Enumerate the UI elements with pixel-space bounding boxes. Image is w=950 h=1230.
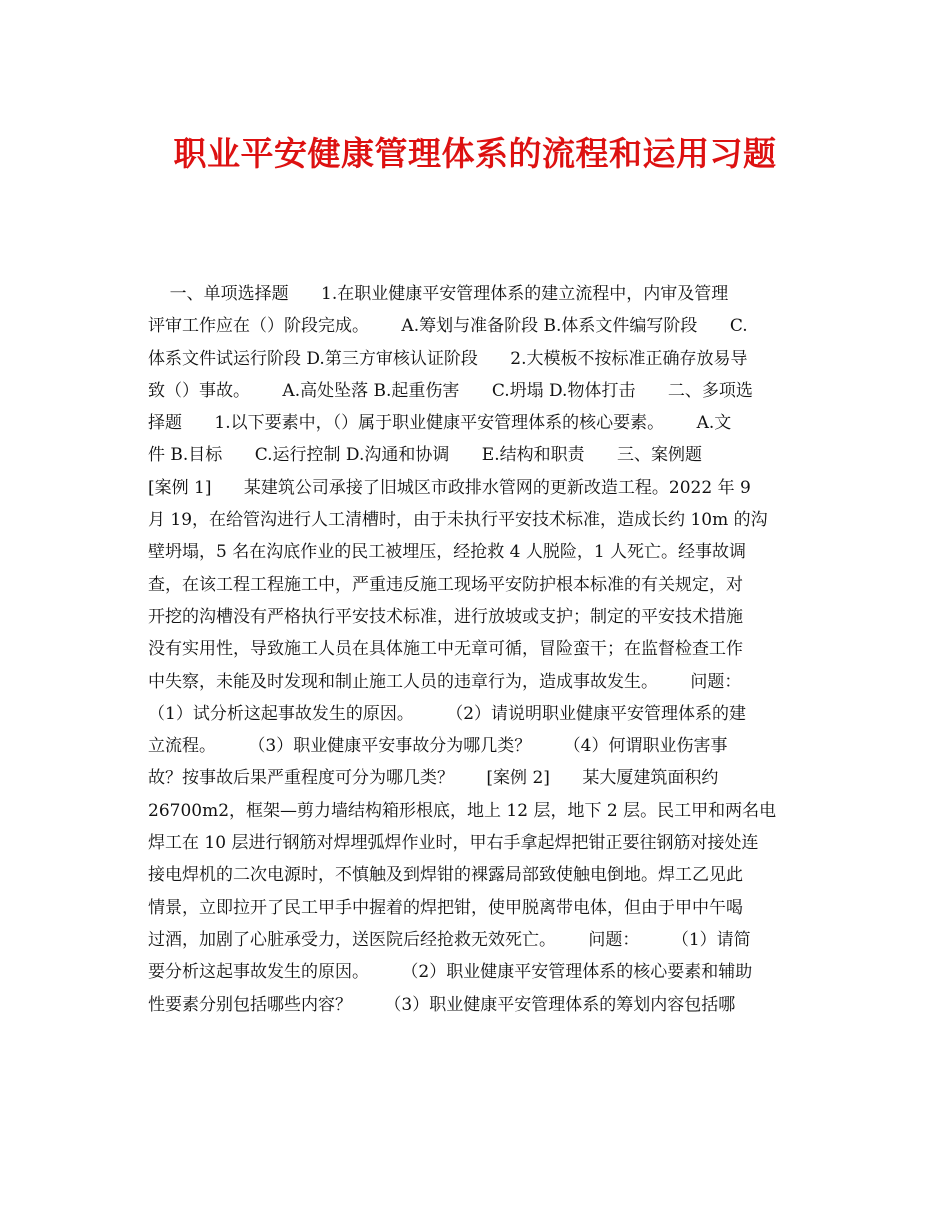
text-line: 性要素分别包括哪些内容？ （3）职业健康平安管理体系的筹划内容包括哪 <box>148 994 736 1015</box>
text-line: 焊工在 10 层进行钢筋对焊埋弧焊作业时，甲右手拿起焊把钳正要往钢筋对接处连 <box>148 833 759 854</box>
text-line: 月 19，在给管沟进行人工清槽时，由于未执行平安技术标准，造成长约 10m 的沟 <box>148 510 768 531</box>
text-line: 情景，立即拉开了民工甲手中握着的焊把钳，使甲脱离带电体，但由于甲中午喝 <box>148 897 743 918</box>
text-line: 件 B.目标 C.运行控制 D.沟通和协调 E.结构和职责 三、案例题 <box>148 445 703 466</box>
text-line: 过酒，加剧了心脏承受力，送医院后经抢救无效死亡。 问题： （1）请简 <box>148 929 751 950</box>
text-line: 体系文件试运行阶段 D.第三方审核认证阶段 2.大模板不按标准正确存放易导 <box>148 348 748 369</box>
page-title: 职业平安健康管理体系的流程和运用习题 <box>173 134 777 173</box>
text-line: 接电焊机的二次电源时，不慎触及到焊钳的裸露局部致使触电倒地。焊工乙见此 <box>148 865 743 886</box>
text-line: 一、单项选择题 1.在职业健康平安管理体系的建立流程中，内审及管理 <box>148 284 729 304</box>
text-line: 致（）事故。 A.高处坠落 B.起重伤害 C.坍塌 D.物体打击 二、多项选 <box>148 380 753 401</box>
text-line: 立流程。 （3）职业健康平安事故分为哪几类？ （4）何谓职业伤害事 <box>148 736 728 757</box>
text-line: 故？按事故后果严重程度可分为哪几类？ [案例 2] 某大厦建筑面积约 <box>148 768 719 789</box>
text-line: 壁坍塌，5 名在沟底作业的民工被埋压，经抢救 4 人脱险，1 人死亡。经事故调 <box>148 542 747 563</box>
text-line: 评审工作应在（）阶段完成。 A.筹划与准备阶段 B.体系文件编写阶段 C. <box>148 316 748 337</box>
text-line: 择题 1.以下要素中，（）属于职业健康平安管理体系的核心要素。 A.文 <box>148 413 732 434</box>
text-line: 26700m2，框架—剪力墙结构箱形根底，地上 12 层，地下 2 层。民工甲和两名电 <box>148 800 777 821</box>
body-text <box>148 278 813 1021</box>
text-line: 要分析这起事故发生的原因。 （2）职业健康平安管理体系的核心要素和辅助 <box>148 962 753 983</box>
text-line: 查，在该工程工程施工中，严重违反施工现场平安防护根本标准的有关规定，对 <box>148 574 743 595</box>
text-line: [案例 1] 某建筑公司承接了旧城区市政排水管网的更新改造工程。2022 年 9 <box>148 477 751 498</box>
text-line: 中失察，未能及时发现和制止施工人员的违章行为，造成事故发生。 问题： <box>148 671 742 692</box>
text-line: （1）试分析这起事故发生的原因。 （2）请说明职业健康平安管理体系的建 <box>148 703 747 724</box>
text-line: 开挖的沟槽没有严格执行平安技术标准，进行放坡或支护；制定的平安技术措施 <box>148 606 743 627</box>
text-line: 没有实用性，导致施工人员在具体施工中无章可循，冒险蛮干；在监督检查工作 <box>148 639 743 660</box>
